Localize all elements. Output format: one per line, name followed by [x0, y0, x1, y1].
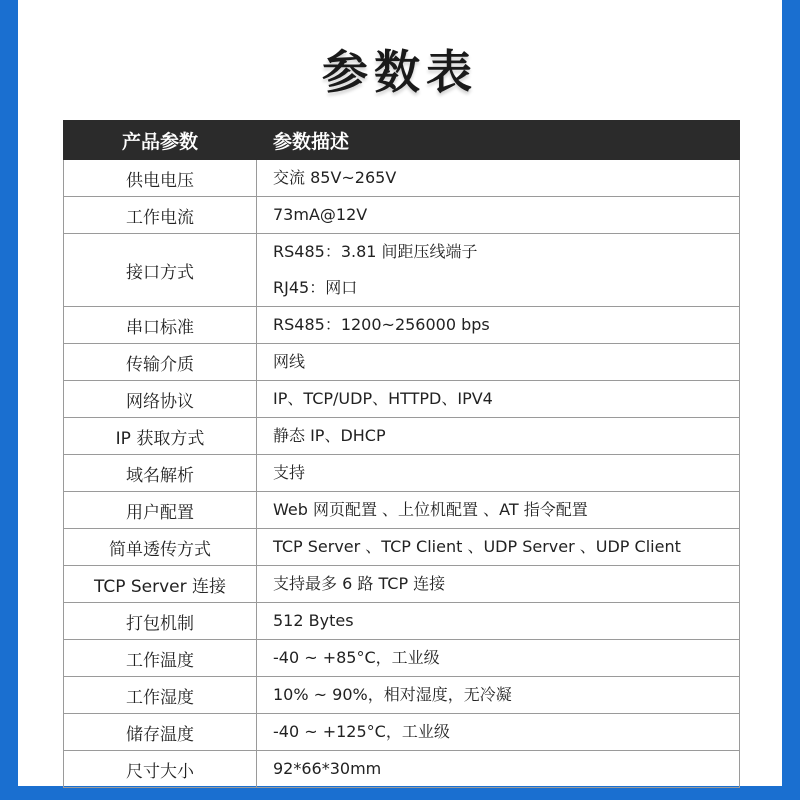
description-line: -40 ~ +85°C，工业级: [273, 648, 440, 667]
parameter-description: [257, 197, 740, 234]
parameter-name: IP 获取方式: [64, 418, 257, 455]
parameter-description: [257, 640, 740, 677]
table-row: [64, 492, 740, 529]
description-line: 交流 85V~265V: [273, 168, 397, 187]
table-row: [64, 751, 740, 788]
header-product-parameter: 产品参数: [64, 121, 257, 160]
table-row: [64, 234, 740, 307]
parameter-name: 简单透传方式: [64, 529, 257, 566]
table-row: [64, 418, 740, 455]
description-line: -40 ~ +125°C，工业级: [273, 722, 450, 741]
parameter-name: 传输介质: [64, 344, 257, 381]
table-row: [64, 344, 740, 381]
parameter-name: 工作电流: [64, 197, 257, 234]
description-line: 支持最多 6 路 TCP 连接: [273, 574, 446, 593]
description-line: TCP Server 、TCP Client 、UDP Server 、UDP Client: [273, 537, 681, 556]
parameter-description: [257, 492, 740, 529]
page-title: 参数表: [322, 45, 478, 99]
parameter-description: [257, 677, 740, 714]
description-line: RJ45：网口: [273, 278, 358, 297]
parameter-name: 储存温度: [64, 714, 257, 751]
parameter-name: 打包机制: [64, 603, 257, 640]
table-row: [64, 197, 740, 234]
header-parameter-description: 参数描述: [257, 121, 740, 160]
table-row: [64, 714, 740, 751]
parameter-description: [257, 381, 740, 418]
table-body: [64, 160, 740, 788]
parameter-description: [257, 307, 740, 344]
parameter-table: [63, 120, 740, 788]
parameter-description: [257, 455, 740, 492]
description-line: 网线: [273, 352, 306, 371]
description-line: Web 网页配置 、上位机配置 、AT 指令配置: [273, 500, 588, 519]
parameter-name: 尺寸大小: [64, 751, 257, 788]
parameter-name: 域名解析: [64, 455, 257, 492]
parameter-description: [257, 418, 740, 455]
parameter-description: [257, 344, 740, 381]
parameter-name: TCP Server 连接: [64, 566, 257, 603]
description-line: IP、TCP/UDP、HTTPD、IPV4: [273, 389, 493, 408]
description-line: 73mA@12V: [273, 205, 368, 224]
parameter-description: [257, 234, 740, 307]
description-line: 10% ~ 90%，相对湿度，无冷凝: [273, 685, 512, 704]
parameter-description: [257, 603, 740, 640]
description-line: RS485：1200~256000 bps: [273, 315, 490, 334]
description-line: 92*66*30mm: [273, 759, 382, 778]
table-row: [64, 160, 740, 197]
parameter-name: 接口方式: [64, 234, 257, 307]
parameter-name: 工作温度: [64, 640, 257, 677]
description-line: 静态 IP、DHCP: [273, 426, 386, 445]
parameter-description: [257, 160, 740, 197]
parameter-name: 工作湿度: [64, 677, 257, 714]
table-header-row: [64, 121, 740, 160]
parameter-description: [257, 751, 740, 788]
description-line: RS485：3.81 间距压线端子: [273, 242, 478, 261]
table-row: [64, 566, 740, 603]
table-row: [64, 677, 740, 714]
spec-card: [18, 0, 782, 786]
table-row: [64, 640, 740, 677]
table-row: [64, 381, 740, 418]
parameter-description: [257, 566, 740, 603]
parameter-description: [257, 529, 740, 566]
table-row: [64, 529, 740, 566]
parameter-name: 串口标准: [64, 307, 257, 344]
table-row: [64, 603, 740, 640]
parameter-name: 网络协议: [64, 381, 257, 418]
parameter-description: [257, 714, 740, 751]
table-row: [64, 307, 740, 344]
description-line: 512 Bytes: [273, 611, 354, 630]
parameter-name: 供电电压: [64, 160, 257, 197]
table-row: [64, 455, 740, 492]
parameter-name: 用户配置: [64, 492, 257, 529]
description-line: 支持: [273, 463, 306, 482]
